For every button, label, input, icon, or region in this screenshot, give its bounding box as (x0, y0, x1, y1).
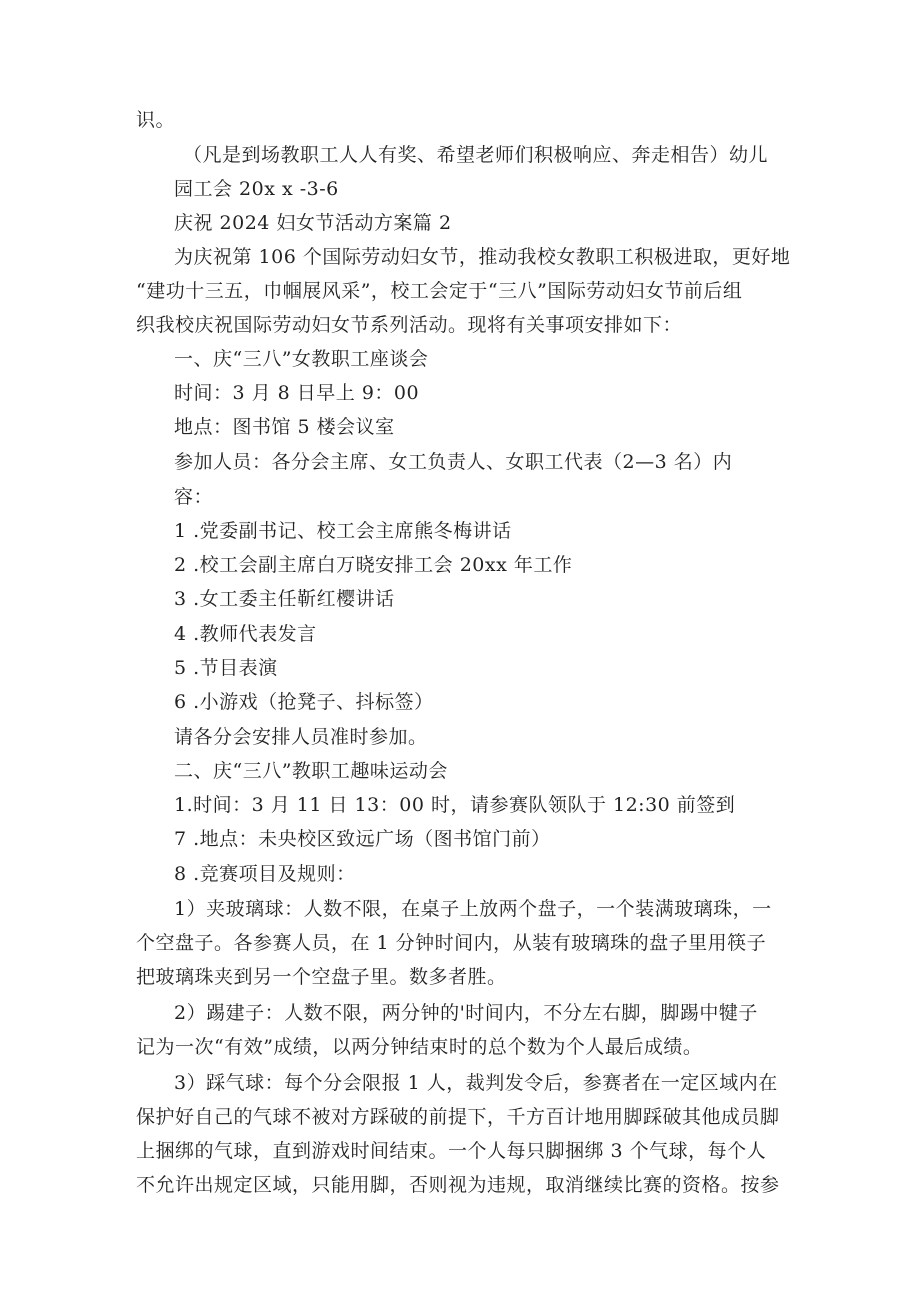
list-item: 5 .节目表演 (174, 657, 278, 679)
text-line: 识。 (136, 109, 176, 131)
list-item: 6 .小游戏（抢凳子、抖标签） (174, 691, 434, 713)
list-item: 4 .教师代表发言 (174, 623, 317, 645)
text-line: 参加人员：各分会主席、女工负责人、女职工代表（2—3 名）内 (174, 451, 733, 473)
text-line: 为庆祝第 106 个国际劳动妇女节，推动我校女教职工积极进取，更好地 (174, 246, 791, 268)
section-heading: 庆祝 2024 妇女节活动方案篇 2 (174, 212, 452, 234)
text-line: 上捆绑的气球，直到游戏时间结束。一个人每只脚捆绑 3 个气球，每个人 (136, 1140, 767, 1162)
text-line: 个空盘子。各参赛人员，在 1 分钟时间内，从装有玻璃珠的盘子里用筷子 (136, 932, 767, 954)
text-line: 3）踩气球：每个分会限报 1 人，裁判发令后，参赛者在一定区域内在 (174, 1072, 778, 1094)
text-line: 保护好自己的气球不被对方踩破的前提下，千方百计地用脚踩破其他成员脚 (136, 1106, 780, 1128)
text-line: 地点：图书馆 5 楼会议室 (174, 416, 395, 438)
text-line: 织我校庆祝国际劳动妇女节系列活动。现将有关事项安排如下： (136, 314, 683, 336)
text-line: 1）夹玻璃球：人数不限，在桌子上放两个盘子，一个装满玻璃珠，一 (174, 898, 772, 920)
text-line: 把玻璃珠夹到另一个空盘子里。数多者胜。 (136, 966, 507, 988)
text-line: 容： (174, 486, 214, 508)
list-item: 2 .校工会副主席白万晓安排工会 20xx 年工作 (174, 554, 573, 576)
section-heading: 二、庆“三八”教职工趣味运动会 (174, 760, 448, 782)
text-line: 2）踢建子：人数不限，两分钟的'时间内，不分左右脚，脚踢中犍子 (174, 1002, 758, 1024)
text-line: “建功十三五，巾帼展风采”，校工会定于“三八”国际劳动妇女节前后组 (136, 280, 743, 302)
text-line: 记为一次“有效”成绩，以两分钟结束时的总个数为个人最后成绩。 (136, 1036, 703, 1058)
list-item: 7 .地点：未央校区致远广场（图书馆门前） (174, 828, 551, 850)
list-item: 1.时间：3 月 11 日 13：00 时，请参赛队领队于 12:30 前签到 (174, 794, 736, 816)
text-line: 时间：3 月 8 日早上 9：00 (174, 382, 420, 404)
text-line: 园工会 20x x -3-6 (174, 178, 339, 200)
list-item: 1 .党委副书记、校工会主席熊冬梅讲话 (174, 520, 512, 542)
section-heading: 一、庆“三八”女教职工座谈会 (174, 348, 429, 370)
text-line: 不允许出规定区域，只能用脚，否则视为违规，取消继续比赛的资格。按参 (136, 1174, 780, 1196)
text-line: （凡是到场教职工人人有奖、希望老师们积极响应、奔走相告）幼儿 (183, 144, 769, 166)
list-item: 3 .女工委主任靳红樱讲话 (174, 588, 395, 610)
list-item: 8 .竞赛项目及规则： (174, 863, 356, 885)
text-line: 请各分会安排人员准时参加。 (174, 726, 428, 748)
